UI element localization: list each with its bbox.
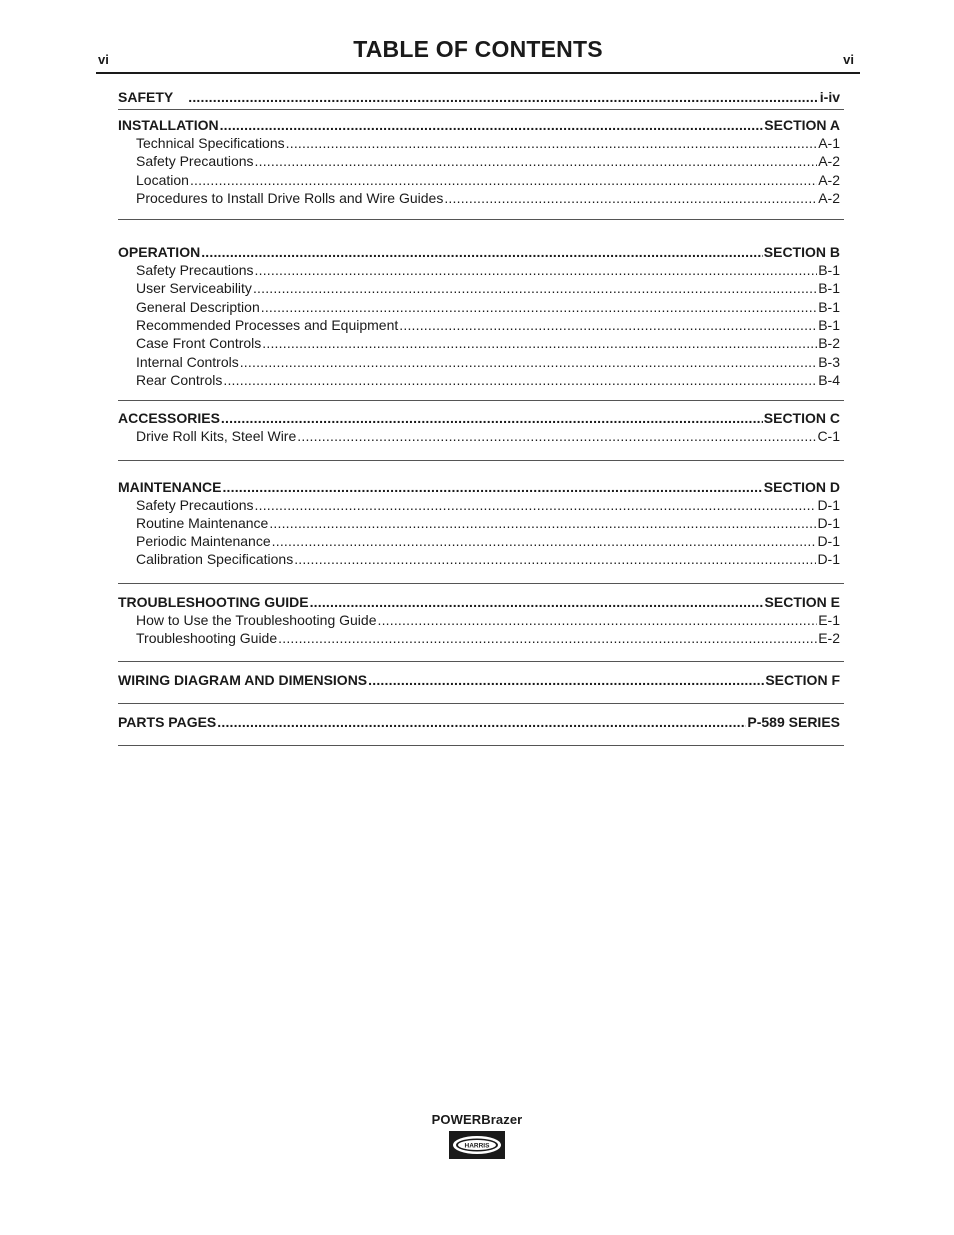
table-of-contents (118, 88, 844, 746)
toc-entry-page: i-iv (819, 89, 840, 105)
dot-leader (272, 532, 817, 550)
toc-entry-page: P-589 SERIES (747, 714, 840, 731)
dot-leader (201, 243, 763, 261)
toc-subentry-page: B-1 (818, 317, 840, 334)
toc-subentry-page: A-1 (818, 135, 840, 151)
dot-leader (399, 316, 817, 334)
toc-entry-label: TROUBLESHOOTING GUIDE (118, 593, 309, 610)
toc-subentry-label: Location (136, 171, 189, 188)
dot-leader (269, 514, 816, 532)
page-number-left: vi (98, 52, 109, 67)
toc-entry-parts[interactable] (118, 713, 840, 731)
dot-leader (444, 189, 817, 207)
page-footer (0, 1112, 954, 1164)
toc-subentry-page: E-1 (818, 611, 840, 628)
toc-subentry[interactable] (118, 514, 840, 532)
dot-leader (253, 279, 817, 297)
dot-leader (190, 171, 817, 189)
toc-section-installation (118, 110, 844, 220)
toc-subentry-page: D-1 (817, 496, 840, 513)
toc-subentry[interactable] (118, 353, 840, 371)
toc-entry-wiring[interactable] (118, 671, 840, 689)
toc-subentry-label: Safety Precautions (136, 262, 254, 279)
toc-subentry[interactable] (118, 334, 840, 352)
dot-leader (240, 353, 817, 371)
dot-leader (261, 298, 817, 316)
toc-subentry-label: User Serviceability (136, 280, 252, 297)
toc-subentry-page: D-1 (817, 533, 840, 550)
toc-subentry[interactable] (118, 279, 840, 297)
toc-subentry-page: A-2 (818, 171, 840, 188)
dot-leader (188, 88, 819, 106)
toc-subentry-page: B-1 (818, 262, 840, 279)
dot-leader (255, 152, 818, 170)
toc-entry-page: SECTION A (764, 117, 840, 133)
toc-subentry-label: Rear Controls (136, 371, 223, 388)
dot-leader (220, 116, 764, 134)
toc-subentry[interactable] (118, 611, 840, 629)
toc-entry-installation[interactable] (118, 116, 840, 134)
toc-subentry[interactable] (118, 427, 840, 445)
toc-subentry-page: A-2 (818, 153, 840, 170)
toc-subentry-page: B-1 (818, 280, 840, 297)
dot-leader (310, 593, 764, 611)
toc-section-maintenance (118, 461, 844, 584)
dot-leader (222, 478, 762, 496)
toc-subentry-label: Troubleshooting Guide (136, 630, 278, 647)
toc-entry-page: SECTION F (765, 672, 840, 689)
toc-section-troubleshooting (118, 584, 844, 663)
toc-subentry-page: C-1 (817, 428, 840, 445)
toc-entry-maintenance[interactable] (118, 478, 840, 496)
dot-leader (217, 713, 746, 731)
logo-wordmark: HARRIS (464, 1142, 490, 1150)
toc-subentry-label: Safety Precautions (136, 153, 254, 170)
toc-entry-label: INSTALLATION (118, 117, 219, 133)
dot-leader (294, 550, 816, 568)
toc-entry-page: SECTION C (763, 410, 840, 427)
toc-entry-label: MAINTENANCE (118, 478, 222, 495)
toc-section-operation (118, 220, 844, 401)
toc-subentry[interactable] (118, 532, 840, 550)
toc-entry-troubleshooting[interactable] (118, 593, 840, 611)
dot-leader (255, 496, 817, 514)
toc-entry-label: WIRING DIAGRAM AND DIMENSIONS (118, 672, 368, 689)
toc-entry-label: PARTS PAGES (118, 714, 217, 731)
toc-subentry-label: How to Use the Troubleshooting Guide (136, 611, 377, 628)
toc-entry-page: SECTION B (763, 244, 840, 261)
toc-subentry-page: B-4 (818, 371, 840, 388)
toc-subentry-label: Drive Roll Kits, Steel Wire (136, 428, 297, 445)
toc-subentry-page: E-2 (818, 630, 840, 647)
toc-subentry[interactable] (118, 496, 840, 514)
toc-section-wiring (118, 662, 844, 704)
toc-subentry-page: D-1 (817, 514, 840, 531)
toc-subentry[interactable] (118, 152, 840, 170)
toc-subentry-label: Internal Controls (136, 353, 239, 370)
dot-leader (286, 134, 818, 152)
toc-subentry-label: Safety Precautions (136, 496, 254, 513)
toc-subentry[interactable] (118, 298, 840, 316)
toc-section-parts (118, 704, 844, 746)
dot-leader (255, 261, 818, 279)
toc-section-safety (118, 88, 844, 110)
toc-subentry-label: Technical Specifications (136, 135, 285, 151)
toc-entry-operation[interactable] (118, 243, 840, 261)
toc-subentry[interactable] (118, 371, 840, 389)
toc-subentry-label: General Description (136, 298, 260, 315)
toc-subentry-page: A-2 (818, 189, 840, 206)
toc-subentry[interactable] (118, 316, 840, 334)
toc-entry-page: SECTION E (764, 593, 840, 610)
dot-leader (221, 409, 763, 427)
toc-subentry[interactable] (118, 134, 840, 152)
page-number-right: vi (843, 52, 854, 67)
dot-leader (297, 427, 816, 445)
dot-leader (223, 371, 817, 389)
toc-entry-label: ACCESSORIES (118, 410, 220, 427)
toc-entry-page: SECTION D (763, 478, 840, 495)
toc-subentry-label: Procedures to Install Drive Rolls and Wire Guides (136, 189, 444, 206)
toc-subentry[interactable] (118, 171, 840, 189)
toc-entry-accessories[interactable] (118, 409, 840, 427)
toc-subentry-label: Calibration Specifications (136, 551, 294, 568)
toc-subentry-label: Recommended Processes and Equipment (136, 317, 399, 334)
toc-entry-label: OPERATION (118, 244, 201, 261)
page-header (96, 34, 860, 74)
dot-leader (262, 334, 817, 352)
toc-subentry-label: Periodic Maintenance (136, 533, 271, 550)
toc-subentry[interactable] (118, 261, 840, 279)
toc-subentry[interactable] (118, 189, 840, 207)
page-title: TABLE OF CONTENTS (353, 36, 603, 62)
toc-subentry-label: Routine Maintenance (136, 514, 269, 531)
product-name: POWERBrazer (431, 1112, 523, 1127)
toc-subentry-page: B-1 (818, 298, 840, 315)
dot-leader (377, 611, 817, 629)
toc-subentry-label: Case Front Controls (136, 335, 262, 352)
harris-logo-icon (449, 1131, 505, 1164)
toc-section-accessories (118, 401, 844, 460)
toc-subentry-page: D-1 (817, 551, 840, 568)
toc-subentry[interactable] (118, 550, 840, 568)
toc-entry-label: SAFETY (118, 89, 174, 105)
toc-entry-safety[interactable] (118, 88, 840, 106)
dot-leader (278, 629, 817, 647)
toc-subentry-page: B-3 (818, 353, 840, 370)
dot-leader (368, 671, 764, 689)
toc-subentry[interactable] (118, 629, 840, 647)
toc-subentry-page: B-2 (818, 335, 840, 352)
